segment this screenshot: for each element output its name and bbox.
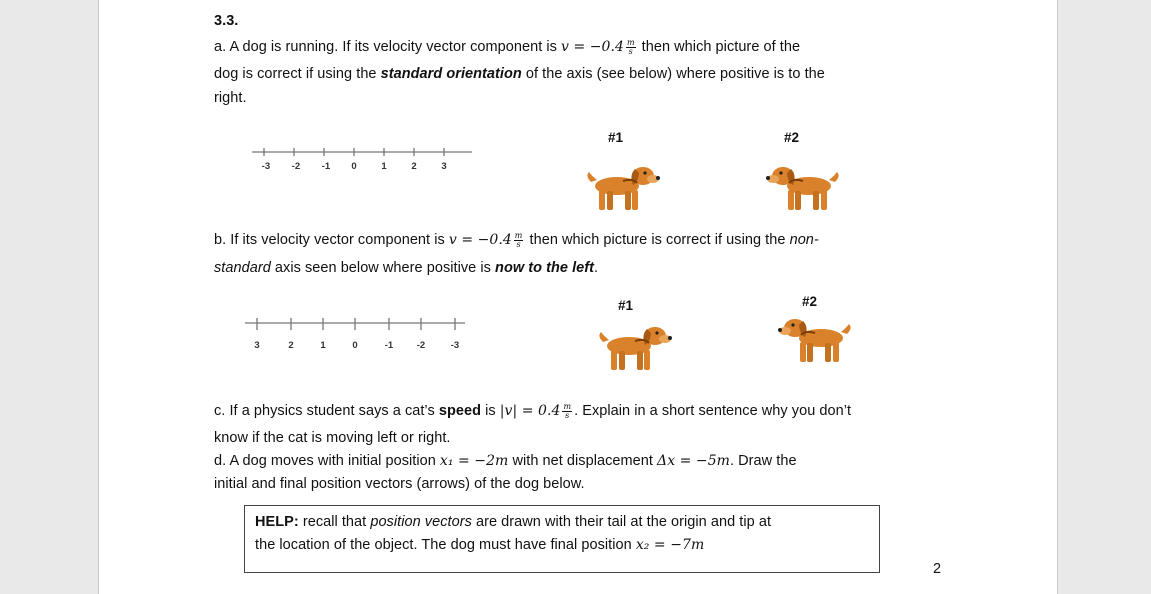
unit-fraction: $\frac{m}{s}$ [626,37,635,56]
part-c-line-2: know if the cat is moving left or right. [214,430,451,446]
tick-label: 0 [351,161,357,172]
emphasis-text: standard orientation [380,66,522,82]
part-a-line-2: dog is correct if using the standard orientation of the axis (see below) where positive is to the [214,66,825,82]
velocity-equation: v = −0.4 [561,39,624,55]
tick-label: -2 [291,161,301,172]
unit-fraction: $\frac{m}{s}$ [563,401,572,420]
part-a-text: a. A dog is running. If its velocity vector component is [214,39,561,55]
part-a-line-1: a. A dog is running. If its velocity vector component is v = −0.4 $\frac{m}{s}$ then which picture of the [214,37,801,56]
tick-label: 1 [381,161,387,172]
tick-label: -3 [450,340,460,351]
speed-word: speed [438,403,481,419]
help-line-2: the location of the object. The dog must have final position x₂ = −7m [255,537,705,553]
dog-facing-left-icon[interactable] [765,160,841,216]
picture-1-label: #1 [608,130,624,145]
tick-label: -1 [384,340,394,351]
tick-label: 1 [320,340,326,351]
non-standard-number-line [243,316,468,336]
tick-label: -3 [261,161,271,172]
tick-label: 3 [441,161,447,172]
tick-label: 0 [352,340,358,351]
final-position-equation: x₂ = −7m [635,537,705,553]
tick-label: -2 [416,340,426,351]
speed-equation: |v| = 0.4 [499,403,561,419]
section-number: 3.3. [214,13,239,29]
tick-label: 3 [254,340,260,351]
help-label: HELP: [255,514,299,530]
part-a-line-3: right. [214,90,247,106]
picture-2-label: #2 [802,294,818,309]
part-b-line-1: b. If its velocity vector component is v = −0.4 $\frac{m}{s}$ then which picture is correct if using the non- [214,230,819,249]
part-d-line-1: d. A dog moves with initial position x₁ = −2m with net displacement Δx = −5m. Draw the [214,453,797,469]
initial-position-equation: x₁ = −2m [439,453,509,469]
part-c-line-1: c. If a physics student says a cat’s speed is |v| = 0.4 $\frac{m}{s}$ . Explain in a short sentence why you don’t [214,401,852,420]
emphasis-text: non- [789,232,819,248]
picture-1-label: #1 [618,298,634,313]
page-number: 2 [933,561,942,577]
dog-facing-left-icon[interactable] [777,312,853,368]
dog-facing-right-icon[interactable] [597,320,673,376]
picture-2-label: #2 [784,130,800,145]
tick-label: -1 [321,161,331,172]
part-d-line-2: initial and final position vectors (arrows) of the dog below. [214,476,585,492]
help-line-1: HELP: recall that position vectors are drawn with their tail at the origin and tip at [255,514,772,530]
emphasis-text: now to the left [495,260,595,276]
dog-facing-right-icon[interactable] [585,160,661,216]
part-b-line-2: standard axis seen below where positive is now to the left. [214,260,599,276]
tick-label: 2 [411,161,417,172]
displacement-equation: Δx = −5m [657,453,730,469]
velocity-equation: v = −0.4 [448,232,512,248]
unit-fraction: $\frac{m}{s}$ [514,230,523,249]
tick-label: 2 [288,340,294,351]
